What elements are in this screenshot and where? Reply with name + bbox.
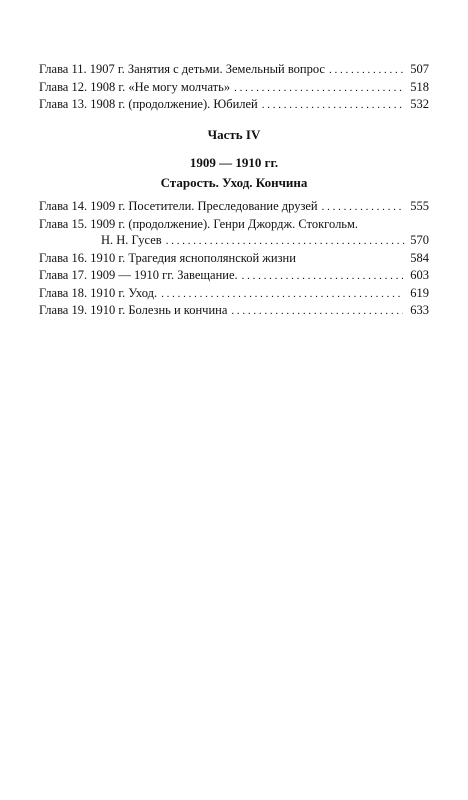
toc-entry bbox=[39, 216, 429, 250]
entry-page-number: 603 bbox=[410, 268, 429, 282]
toc-entry bbox=[39, 198, 429, 216]
part-title: Часть IV bbox=[207, 127, 261, 142]
entry-label: Глава 12. 1908 г. «Не могу молчать» bbox=[39, 79, 231, 94]
toc-entry bbox=[39, 267, 429, 285]
toc-entry bbox=[39, 79, 429, 97]
entry-label: Глава 15. 1909 г. (продолжение). Генри Джордж. Стокгольм. bbox=[39, 216, 359, 231]
entry-page-number: 555 bbox=[410, 199, 429, 213]
entry-continuation bbox=[39, 232, 429, 250]
toc-entry bbox=[39, 250, 429, 268]
leader-dots bbox=[262, 97, 403, 114]
entry-label: Глава 17. 1909 — 1910 гг. Завещание. bbox=[39, 268, 238, 282]
leader-dots bbox=[231, 303, 403, 320]
entry-page-number: 570 bbox=[410, 233, 429, 247]
entry-label: Глава 19. 1910 г. Болезнь и кончина bbox=[39, 303, 228, 317]
entry-page-number: 518 bbox=[410, 79, 429, 94]
entry-label: Глава 18. 1910 г. Уход. bbox=[39, 285, 158, 300]
toc-section-part-3-end bbox=[39, 61, 429, 114]
leader-dots bbox=[242, 268, 403, 285]
entry-label: Глава 14. 1909 г. Посетители. Преследование друзей bbox=[39, 199, 318, 213]
entry-page-number: 619 bbox=[410, 285, 429, 300]
entry-label: Глава 11. 1907 г. Занятия с детьми. Земельный вопрос bbox=[39, 62, 325, 76]
entry-page-number: 532 bbox=[410, 97, 429, 111]
leader-dots bbox=[329, 62, 403, 79]
leader-dots bbox=[166, 233, 407, 250]
toc-entry bbox=[39, 96, 429, 114]
toc-section-part-4 bbox=[39, 198, 429, 320]
leader-dots bbox=[234, 80, 403, 97]
entry-page-number: 507 bbox=[410, 62, 429, 76]
entry-page-number: 584 bbox=[410, 250, 429, 265]
entry-label: Глава 13. 1908 г. (продолжение). Юбилей bbox=[39, 97, 258, 111]
entry-page-number: 633 bbox=[410, 303, 429, 317]
part-subtitle: Старость. Уход. Кончина bbox=[160, 175, 308, 190]
toc-entry bbox=[39, 61, 429, 79]
toc-entry bbox=[39, 285, 429, 303]
entry-label-continued: Н. Н. Гусев bbox=[101, 233, 162, 247]
part-years: 1909 — 1910 гг. bbox=[189, 155, 279, 170]
entry-label: Глава 16. 1910 г. Трагедия яснополянской жизни bbox=[39, 250, 296, 265]
toc-entry bbox=[39, 302, 429, 320]
leader-dots bbox=[161, 286, 403, 303]
leader-dots bbox=[322, 199, 403, 216]
